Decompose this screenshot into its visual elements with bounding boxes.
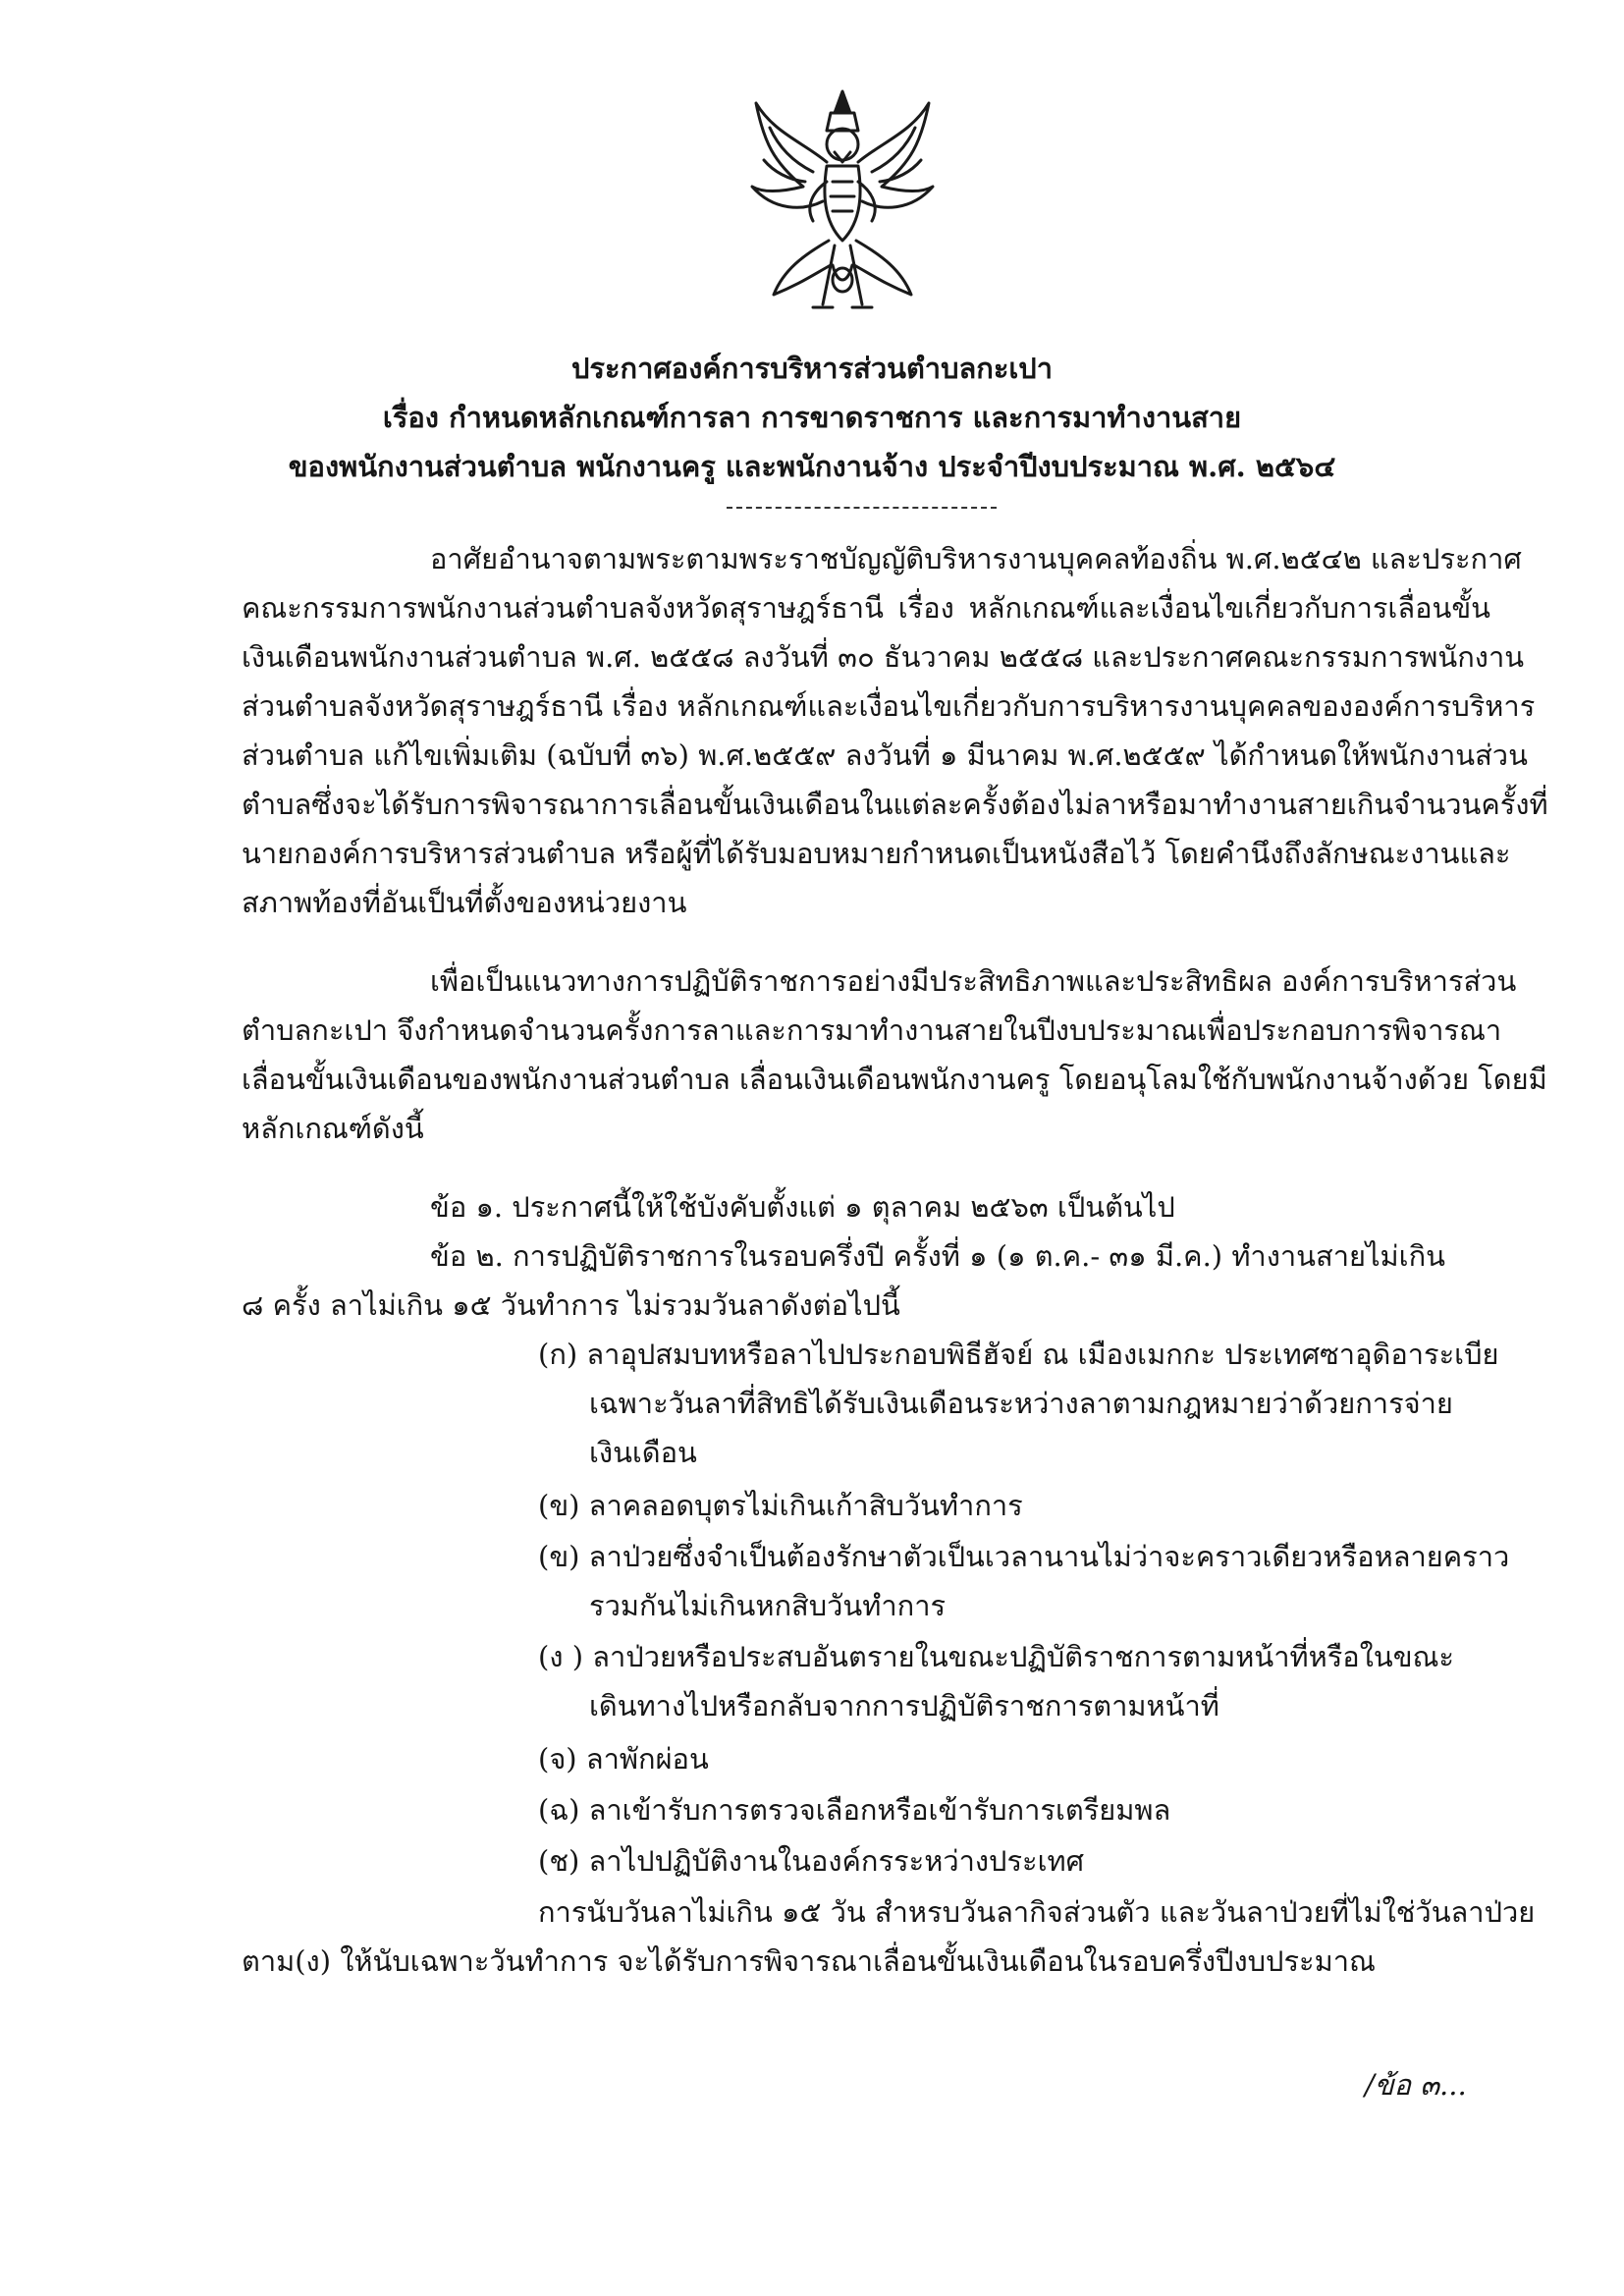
list-item-continuation: รวมกันไม่เกินหกสิบวันทำการ [589,1589,947,1622]
list-item-continuation: เฉพาะวันลาที่สิทธิได้รับเงินเดือนระหว่างลาตามกฎหมายว่าด้วยการจ่าย [589,1387,1453,1420]
list-item-continuation: เดินทางไปหรือกลับจากการปฏิบัติราชการตามหน้าที่ [589,1689,1219,1722]
list-item-continuation: เงินเดือน [589,1436,697,1469]
list-item: (ข) ลาคลอดบุตรไม่เกินเก้าสิบวันทำการ [538,1489,1023,1522]
clause-2-line: ๘ ครั้ง ลาไม่เกิน ๑๕ วันทำการ ไม่รวมวันลาดังต่อไปนี้ [242,1288,900,1322]
clause-1: ข้อ ๑. ประกาศนี้ให้ใช้บังคับตั้งแต่ ๑ ตุลาคม ๒๕๖๓ เป็นต้นไป [430,1190,1175,1224]
paragraph-1-line: ตำบลซึ่งจะได้รับการพิจารณาการเลื่อนขั้นเงินเดือนในแต่ละครั้งต้องไม่ลาหรือมาทำงานสายเกินจำนวนครั้งที่ [242,788,1548,821]
paragraph-2-line: หลักเกณฑ์ดังนี้ [242,1112,424,1145]
closing-line: ตาม(ง) ให้นับเฉพาะวันทำการ จะได้รับการพิจารณาเลื่อนขั้นเงินเดือนในรอบครึ่งปีงบประมาณ [242,1944,1376,1978]
paragraph-1-line: ส่วนตำบล แก้ไขเพิ่มเติม (ฉบับที่ ๓๖) พ.ศ.๒๕๕๙ ลงวันที่ ๑ มีนาคม พ.ศ.๒๕๕๙ ได้กำหนดให้พนักงานส่วน [242,738,1528,772]
paragraph-2-line: ตำบลกะเปา จึงกำหนดจำนวนครั้งการลาและการมาทำงานสายในปีงบประมาณเพื่อประกอบการพิจารณา [242,1013,1502,1047]
paragraph-1-line: ส่วนตำบลจังหวัดสุราษฎร์ธานี เรื่อง หลักเกณฑ์และเงื่อนไขเกี่ยวกับการบริหารงานบุคคลขององค์การบริหาร [242,689,1536,723]
document-subject: เรื่อง กำหนดหลักเกณฑ์การลา การขาดราชการ และการมาทำงานสาย [382,401,1242,434]
paragraph-2-line: เพื่อเป็นแนวทางการปฏิบัติราชการอย่างมีประสิทธิภาพและประสิทธิผล องค์การบริหารส่วน [430,964,1517,998]
list-item: (ฉ) ลาเข้ารับการตรวจเลือกหรือเข้ารับการเตรียมพล [538,1793,1171,1827]
document-title: ประกาศองค์การบริหารส่วนตำบลกะเปา [570,352,1053,385]
closing-line: การนับวันลาไม่เกิน ๑๕ วัน สำหรบวันลากิจส่วนตัว และวันลาป่วยที่ไม่ใช่วันลาป่วย [538,1895,1536,1929]
list-item: (ก) ลาอุปสมบทหรือลาไปประกอบพิธีฮัจย์ ณ เมืองเมกกะ ประเทศซาอุดิอาระเบีย [538,1338,1499,1371]
list-item: (จ) ลาพักผ่อน [538,1742,709,1776]
paragraph-1-line: เงินเดือนพนักงานส่วนตำบล พ.ศ. ๒๕๕๘ ลงวันที่ ๓๐ ธันวาคม ๒๕๕๘ และประกาศคณะกรรมการพนักงาน [242,640,1525,674]
page-continuation-marker: /ข้อ ๓... [1365,2068,1467,2102]
paragraph-1-line: สภาพท้องที่อันเป็นที่ตั้งของหน่วยงาน [242,886,687,919]
paragraph-1-line: นายกองค์การบริหารส่วนตำบล หรือผู้ที่ได้รับมอบหมายกำหนดเป็นหนังสือไว้ โดยคำนึงถึงลักษณะงานและ [242,837,1511,870]
paragraph-2-line: เลื่อนขั้นเงินเดือนของพนักงานส่วนตำบล เลื่อนเงินเดือนพนักงานครู โดยอนุโลมใช้กับพนักงานจ้างด้วย โดยมี [242,1063,1547,1096]
document-scope: ของพนักงานส่วนตำบล พนักงานครู และพนักงานจ้าง ประจำปีงบประมาณ พ.ศ. ๒๕๖๔ [288,450,1336,483]
list-item: (ช) ลาไปปฏิบัติงานในองค์กรระหว่างประเทศ [538,1844,1085,1878]
paragraph-1-line: อาศัยอำนาจตามพระตามพระราชบัญญัติบริหารงานบุคคลท้องถิ่น พ.ศ.๒๕๔๒ และประกาศ [430,542,1522,575]
clause-2-line: ข้อ ๒. การปฏิบัติราชการในรอบครึ่งปี ครั้งที่ ๑ (๑ ต.ค.- ๓๑ มี.ค.) ทำงานสายไม่เกิน [430,1239,1445,1273]
title-divider [727,507,997,509]
paragraph-1-line: คณะกรรมการพนักงานส่วนตำบลจังหวัดสุราษฎร์ธานี เรื่อง หลักเกณฑ์และเงื่อนไขเกี่ยวกับการเลื่อนขั้น [242,591,1490,625]
garuda-emblem-icon [744,83,941,329]
list-item: (ง ) ลาป่วยหรือประสบอันตรายในขณะปฏิบัติราชการตามหน้าที่หรือในขณะ [538,1640,1455,1673]
list-item: (ข) ลาป่วยซึ่งจำเป็นต้องรักษาตัวเป็นเวลานานไม่ว่าจะคราวเดียวหรือหลายคราว [538,1540,1510,1573]
